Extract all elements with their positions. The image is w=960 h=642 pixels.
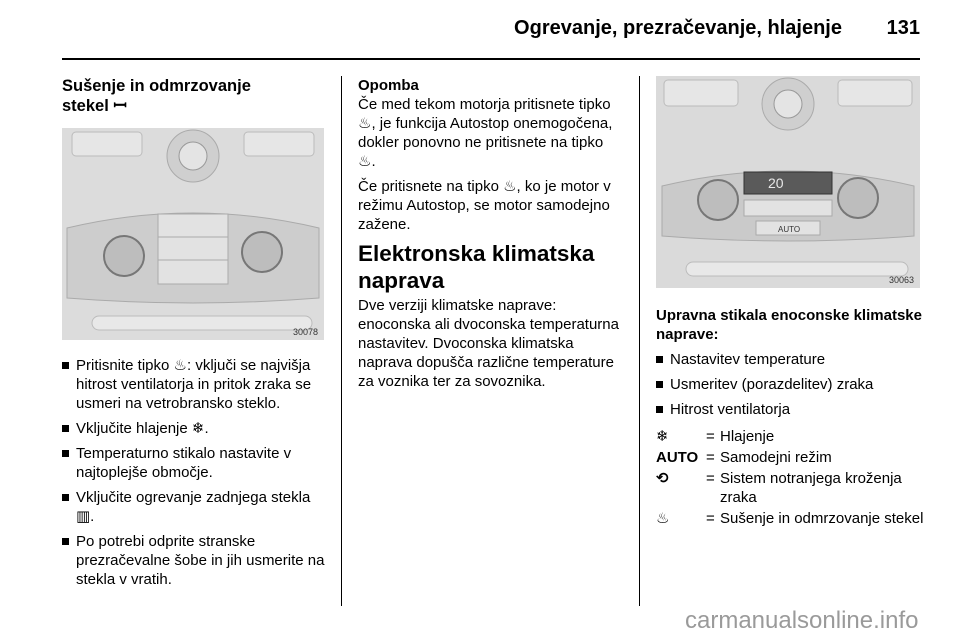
- legend-row: ♨ = Sušenje in odmrzovanje stekel: [656, 510, 924, 527]
- recirculation-icon: ⟲: [656, 470, 669, 487]
- section-body: Dve verziji klimatske naprave: enoconska ali dvoconska temperaturna nastavitev. Dvoconska klimatska naprava dopušča različne temperature za voznika ter za sovoznika.: [358, 297, 619, 390]
- legend-row: AUTO = Samodejni režim: [656, 449, 832, 466]
- right-column: [656, 76, 924, 530]
- figure-number: 30063: [888, 275, 914, 285]
- note-paragraph: Če med tekom motorja pritisnete tipko ♨, je funkcija Autostop onemogočena, dokler ponovno ne pritisnete na tipko ♨.: [358, 96, 613, 170]
- list-item: Vključite ogrevanje zadnjega stekla ▥.: [62, 488, 326, 526]
- page-number: 131: [886, 17, 920, 39]
- list-item: Nastavitev temperature: [656, 350, 924, 369]
- defrost-icon: ♨: [656, 510, 670, 527]
- list-item: Pritisnite tipko ♨: vključi se najvišja hitrost ventilatorja in pritok zraka se usmeri na vetrobransko steklo.: [62, 356, 326, 413]
- symbol-legend: [656, 427, 924, 528]
- legend-row: ⟲ = Sistem notranjega kroženja zraka: [656, 470, 902, 506]
- list-item: Temperaturno stikalo nastavite v najtoplejše območje.: [62, 444, 326, 482]
- left-column: [62, 76, 326, 589]
- note-title: Opomba: [358, 77, 419, 94]
- list-item: Vključite hlajenje ❄.: [62, 419, 326, 438]
- controls-list: [656, 350, 924, 419]
- auto-icon: AUTO: [656, 449, 699, 466]
- header-rule: [62, 58, 920, 60]
- display-temperature: 20: [768, 175, 784, 191]
- climate-control-illustration: [656, 76, 920, 288]
- list-item: Hitrost ventilatorja: [656, 400, 924, 419]
- controls-subheading: Upravna stikala enoconske klimatske naprave:: [656, 307, 922, 343]
- list-item: Usmeritev (porazdelitev) zraka: [656, 375, 924, 394]
- column-divider: [341, 76, 342, 606]
- climate-panel-photo: [62, 128, 324, 340]
- watermark: carmanualsonline.info: [685, 607, 919, 634]
- middle-column: [358, 76, 624, 391]
- instruction-list: [62, 356, 326, 589]
- list-item: Po potrebi odprite stranske prezračevalne šobe in jih usmerite na stekla v vratih.: [62, 532, 326, 589]
- climate-control-photo: [656, 76, 920, 288]
- figure-number: 30078: [292, 327, 318, 337]
- column-divider: [639, 76, 640, 606]
- climate-panel-illustration: [62, 128, 324, 340]
- section-title: Elektronska klimatska naprava: [358, 241, 595, 293]
- cooling-icon: ❄: [656, 428, 669, 445]
- header-title: Ogrevanje, prezračevanje, hlajenje: [514, 17, 842, 39]
- page-header: [0, 0, 960, 60]
- note-paragraph: Če pritisnete na tipko ♨, ko je motor v režimu Autostop, se motor samodejno zažene.: [358, 178, 611, 233]
- legend-row: ❄ = Hlajenje: [656, 428, 775, 445]
- auto-label: AUTO: [778, 225, 801, 234]
- section-heading: Sušenje in odmrzovanje stekel ꟷ: [62, 77, 251, 115]
